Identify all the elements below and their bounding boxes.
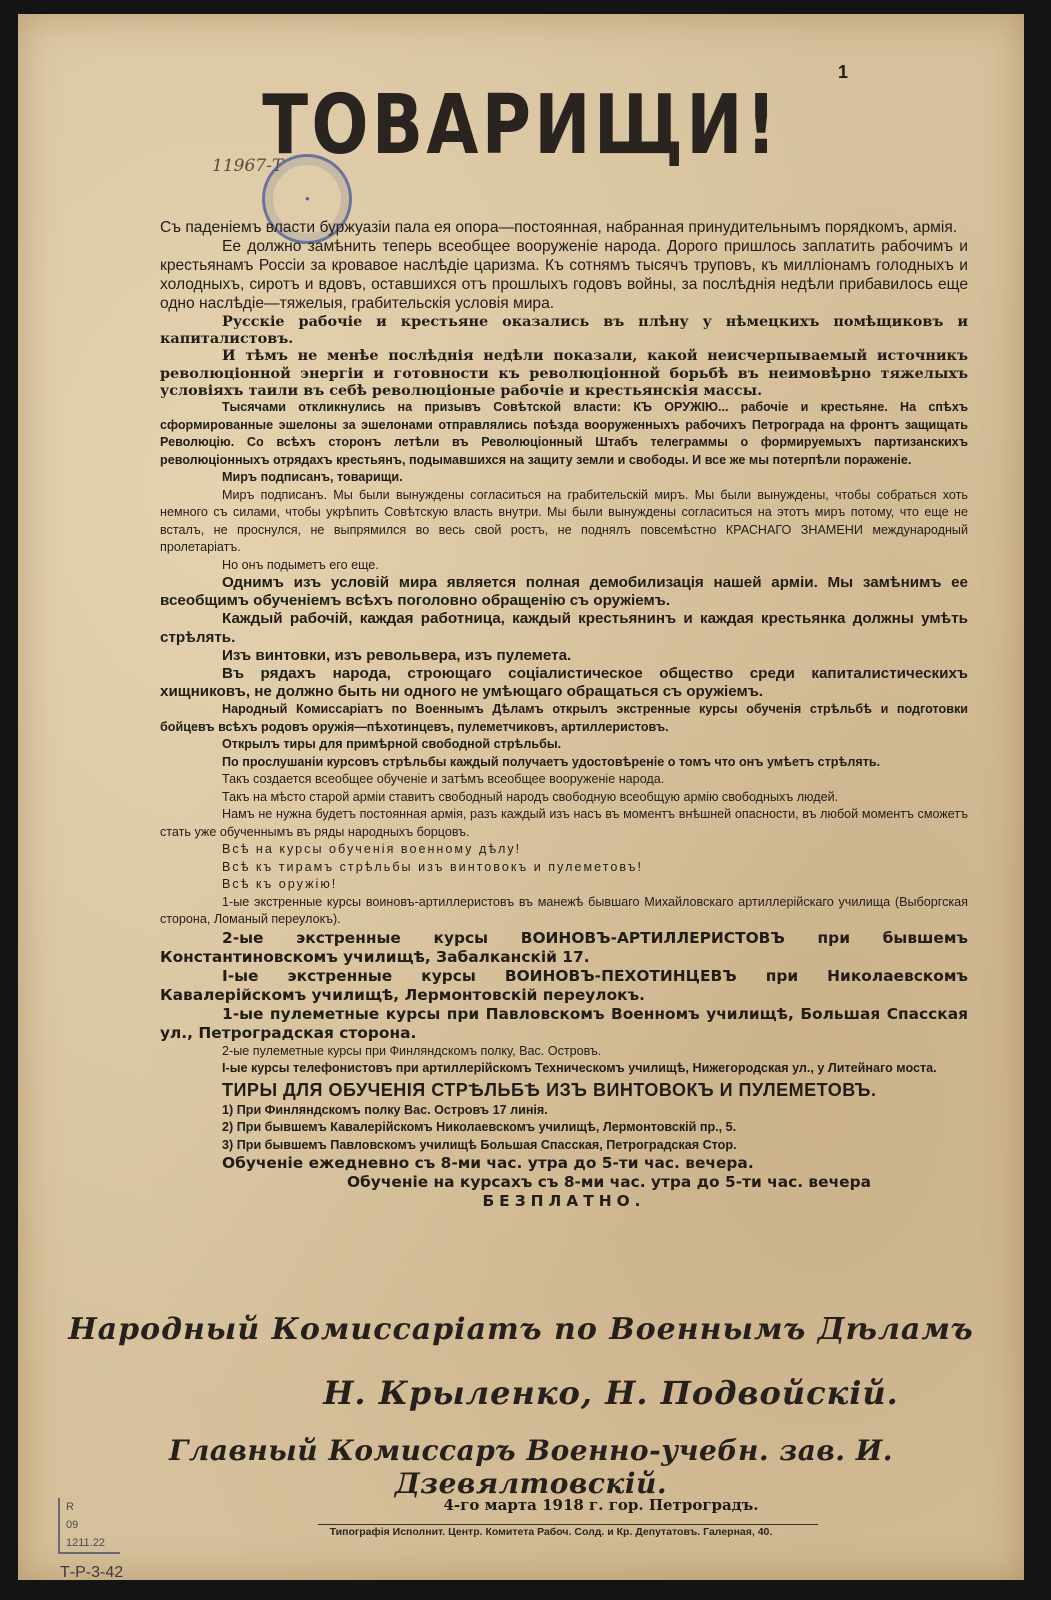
- paragraph: Намъ не нужна будетъ постоянная армія, разъ каждый изъ насъ въ моментъ внѣшней опасности, въ любой моментъ сможетъ стать уже обученнымъ въ ряды народныхъ борцовъ.: [160, 807, 968, 839]
- paragraph: I-ые экстренные курсы ВОИНОВЪ-ПЕХОТИНЦЕВЪ при Николаевскомъ Кавалерійскомъ училищѣ, Лермонтовскій переулокъ.: [160, 966, 968, 1004]
- paragraph: Изъ винтовки, изъ револьвера, изъ пулемета.: [222, 646, 572, 664]
- pencil-inventory-number: 11967-Т: [212, 156, 284, 176]
- shooting-range-item: 2) При бывшемъ Кавалерійскомъ Николаевскомъ училищѣ, Лермонтовскій пр., 5.: [222, 1120, 737, 1135]
- paragraph: Открылъ тиры для примѣрной свободной стрѣльбы.: [222, 737, 562, 752]
- archive-stamp-letter: R: [66, 1501, 74, 1513]
- paragraph: Тысячами откликнулись на призывъ Совѣтской власти: КЪ ОРУЖІЮ... рабочіе и крестьяне. На спѣхъ сформированные эшелоны за эшелонами отправлялись поѣзда вооруженныхъ рабочихъ Петрограда на фронтъ защищать Революцію. Со всѣхъ сторонъ летѣли въ Революціонный Штабъ телеграммы о формируемыхъ партизанскихъ революціонныхъ отрядахъ крестьянъ, подымавшихся на защиту земли и свободы. И все же мы потерпѣли пораженіе.: [160, 400, 968, 467]
- signature-commissariat: Народный Комиссаріатъ по Военнымъ Дѣламъ: [68, 1312, 974, 1347]
- archive-stamp-line: 09: [66, 1519, 79, 1531]
- training-schedule: Обученіе ежедневно съ 8-ми час. утра до 5-ти час. вечера.: [222, 1154, 754, 1173]
- paragraph: 1-ые пулеметные курсы при Павловскомъ Военномъ училищѣ, Большая Спасская ул., Петроградская сторона.: [160, 1004, 968, 1042]
- paragraph: Миръ подписанъ, товарищи.: [222, 470, 403, 485]
- paragraph: По прослушаніи курсовъ стрѣльбы каждый получаетъ удостовѣреніе о томъ что онъ умѣетъ стрѣлять.: [222, 754, 881, 769]
- library-stamp: ●: [262, 154, 352, 244]
- paragraph: Каждый рабочій, каждая работница, каждый крестьянинъ и каждая крестьянка должны умѣть стрѣлять.: [160, 610, 968, 646]
- shooting-ranges-header: ТИРЫ ДЛЯ ОБУЧЕНІЯ СТРѢЛЬБѢ ИЗЪ ВИНТОВОКЪ И ПУЛЕМЕТОВЪ.: [222, 1079, 877, 1100]
- printer-imprint: Типографія Исполнит. Центр. Комитета Рабоч. Солд. и Кр. Депутатовъ. Галерная, 40.: [329, 1526, 773, 1538]
- paragraph: Ее должно замѣнить теперь всеобщее вооруженіе народа. Дорого пришлось заплатить рабочимъ и крестьянамъ Россіи за кровавое наслѣдіе царизма. Къ сотнямъ тысячъ труповъ, къ милліонамъ голодныхъ и холодныхъ, сиротъ и вдовъ, оставшихся отъ прошлыхъ годовъ войны, за послѣднія недѣли прибавилось еще одно наслѣдіе—тяжелыя, грабительскія условія мира.: [160, 238, 968, 312]
- paragraph: 2-ые экстренные курсы ВОИНОВЪ-АРТИЛЛЕРИСТОВЪ при бывшемъ Константиновскомъ училищѣ, Забалканскій 17.: [160, 928, 968, 966]
- paragraph: I-ые курсы телефонистовъ при артиллерійскомъ Техническомъ училищѣ, Нижегородская ул., у Литейнаго моста.: [222, 1061, 937, 1076]
- shooting-range-item: 3) При бывшемъ Павловскомъ училищѣ Большая Спасская, Петроградская Стор.: [222, 1137, 737, 1152]
- poster-body: [160, 218, 968, 1211]
- issue-date: 4-го марта 1918 г. гор. Петроградъ.: [443, 1496, 759, 1514]
- paragraph: И тѣмъ не менѣе послѣднія недѣли показали, какой неисчерпываемый источникъ революціонной энергіи и готовности къ революціонной борьбѣ въ неимовѣрно тяжелыхъ условіяхъ таили въ себѣ революціоные рабочіе и крестьянскія массы.: [160, 347, 968, 399]
- paragraph: Всѣ къ оружію!: [222, 877, 338, 892]
- paragraph: Такъ создается всеобщее обученіе и затѣмъ всеобщее вооруженіе народа.: [222, 772, 665, 787]
- printer-rule: [318, 1524, 818, 1525]
- paragraph: Въ рядахъ народа, строющаго соціалистическое общество среди капиталистическихъ хищниковъ, не должно быть ни одного не умѣющаго обращаться съ оружіемъ.: [160, 665, 968, 701]
- free-of-charge: БЕЗПЛАТНО.: [482, 1192, 646, 1211]
- paragraph: 1-ые экстренные курсы воиновъ-артиллеристовъ въ манежѣ бывшаго Михайловскаго артиллерійскаго училища (Выборгская сторона, Ломаный переулокъ).: [160, 894, 968, 927]
- paragraph: Однимъ изъ условій мира является полная демобилизація нашей арміи. Мы замѣнимъ ее всеобщимъ обученіемъ всѣхъ поголовно обращенію съ оружіемъ.: [160, 574, 968, 610]
- paragraph: Всѣ на курсы обученія военному дѣлу!: [222, 842, 522, 857]
- poster-title: ТОВАРИЩИ!: [262, 78, 780, 173]
- courses-schedule: Обученіе на курсахъ съ 8-ми час. утра до 5-ти час. вечера: [346, 1173, 872, 1192]
- paragraph: Съ паденіемъ власти буржуазіи пала ея опора—постоянная, набранная принудительнымъ порядкомъ, армія.: [160, 219, 958, 236]
- archive-stamp: [58, 1498, 120, 1554]
- archive-stamp-line: 1211.22: [66, 1537, 105, 1549]
- paragraph: Всѣ къ тирамъ стрѣльбы изъ винтовокъ и пулеметовъ!: [222, 859, 643, 874]
- paragraph: Миръ подписанъ. Мы были вынуждены согласиться на грабительскій миръ. Мы были вынуждены, чтобы собраться хоть немного съ силами, чтобы укрѣпить Совѣтскую власть внутри. Мы были вынуждены согласиться на этотъ миръ потому, что еще не всталъ, не проснулся, не выпрямился во весь свой ростъ, не поднялъ повсемѣстно КРАСНАГО ЗНАМЕНИ международный пролетаріатъ.: [160, 487, 968, 555]
- paragraph: 2-ые пулеметные курсы при Финляндскомъ полку, Вас. Островъ.: [222, 1043, 602, 1058]
- paragraph: Народный Комиссаріатъ по Военнымъ Дѣламъ открылъ экстренные курсы обученія стрѣльбѣ и подготовки бойцевъ всѣхъ родовъ оружія—пѣхотинцевъ, пулеметчиковъ, артиллеристовъ.: [160, 702, 968, 734]
- archive-shelfmark: Т-Р-3-42: [60, 1564, 124, 1581]
- paragraph: Русскіе рабочіе и крестьяне оказались въ плѣну у нѣмецкихъ помѣщиковъ и капиталистовъ.: [160, 313, 968, 348]
- corner-number: 1: [838, 62, 849, 82]
- paragraph: Но онъ подыметъ его еще.: [222, 557, 379, 572]
- poster-sheet: [18, 14, 1024, 1580]
- shooting-range-item: 1) При Финляндскомъ полку Вас. Островъ 17 линія.: [222, 1102, 548, 1117]
- paragraph: Такъ на мѣсто старой арміи ставитъ свободный народъ свободную всеобщую армію свободныхъ людей.: [222, 789, 839, 804]
- signature-chief-commissar: Главный Комиссаръ Военно-учебн. зав. И. Дзевялтовскій.: [169, 1434, 893, 1500]
- signature-names: Н. Крыленко, Н. Подвойскій.: [323, 1374, 899, 1412]
